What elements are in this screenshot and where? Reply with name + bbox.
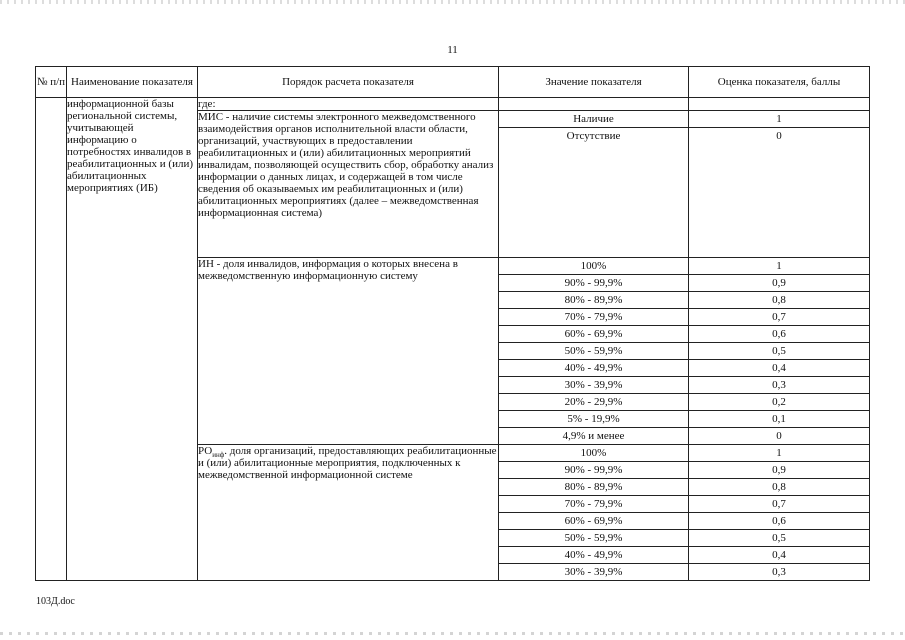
- value-cell: 80% - 89,9%: [499, 479, 689, 496]
- score-cell: 0,9: [689, 462, 870, 479]
- value-cell: Наличие: [499, 111, 689, 128]
- score-cell: 0,3: [689, 564, 870, 581]
- value-cell: 4,9% и менее: [499, 428, 689, 445]
- score-cell: 0,6: [689, 326, 870, 343]
- where-score-empty: [689, 98, 870, 111]
- score-cell: 0,5: [689, 530, 870, 547]
- where-value-empty: [499, 98, 689, 111]
- value-cell: 20% - 29,9%: [499, 394, 689, 411]
- score-cell: 0,5: [689, 343, 870, 360]
- score-cell: 0,3: [689, 377, 870, 394]
- header-value: Значение показателя: [499, 67, 689, 98]
- mis-description: МИС - наличие системы электронного межведомственного взаимодействия органов исполнительной власти области, организаций, участвующих в предоставлении реабилитационных и (или) абилитационных мероприятий инвалидам, позволяющей осуществить сбор, обработку анализ информации о данных лицах, и содержащей в том числе сведения об оказываемых им реабилитационных и (или) абилитационных мероприятиях (далее – межведомственная информационная система): [198, 111, 499, 258]
- score-cell: 1: [689, 445, 870, 462]
- value-cell: 80% - 89,9%: [499, 292, 689, 309]
- score-cell: 0,6: [689, 513, 870, 530]
- scan-artifact-top: [0, 0, 905, 4]
- score-cell: 0,2: [689, 394, 870, 411]
- value-cell: 30% - 39,9%: [499, 377, 689, 394]
- indicator-name: информационной базы региональной системы, учитывающей информацию о потребностях инвалидов в реабилитационных и (или) абилитационных мероприятиях (ИБ): [67, 98, 198, 581]
- value-cell: 100%: [499, 445, 689, 462]
- score-cell: 0,1: [689, 411, 870, 428]
- header-calc: Порядок расчета показателя: [198, 67, 499, 98]
- value-cell: 70% - 79,9%: [499, 496, 689, 513]
- value-cell: 60% - 69,9%: [499, 513, 689, 530]
- header-score: Оценка показателя, баллы: [689, 67, 870, 98]
- score-cell: 0,8: [689, 479, 870, 496]
- score-cell: 1: [689, 258, 870, 275]
- in-description: ИН - доля инвалидов, информация о которых внесена в межведомственную информационную систему: [198, 258, 499, 445]
- score-cell: 0,7: [689, 496, 870, 513]
- document-filename: 103Д.doc: [36, 596, 75, 607]
- where-row: [36, 98, 870, 111]
- score-cell: 0,9: [689, 275, 870, 292]
- scan-artifact-bottom: [0, 632, 905, 635]
- value-cell: 30% - 39,9%: [499, 564, 689, 581]
- table-header-row: [36, 67, 870, 98]
- header-num: № п/п: [36, 67, 67, 98]
- value-cell: 50% - 59,9%: [499, 343, 689, 360]
- score-cell: 0: [689, 428, 870, 445]
- score-cell: 0,7: [689, 309, 870, 326]
- value-cell: 90% - 99,9%: [499, 462, 689, 479]
- ro-description: [198, 445, 499, 581]
- score-cell: 0,8: [689, 292, 870, 309]
- value-cell: Отсутствие: [499, 128, 689, 258]
- score-cell: 1: [689, 111, 870, 128]
- value-cell: 70% - 79,9%: [499, 309, 689, 326]
- num-cell: [36, 98, 67, 581]
- ro-symbol: РО: [198, 445, 213, 457]
- score-cell: 0,4: [689, 547, 870, 564]
- value-cell: 40% - 49,9%: [499, 547, 689, 564]
- ro-text: . доля организаций, предоставляющих реабилитационные и (или) абилитационные мероприятия, подключенных к межведомственной информационной системе: [198, 445, 497, 481]
- value-cell: 90% - 99,9%: [499, 275, 689, 292]
- indicator-table: [35, 66, 870, 581]
- value-cell: 100%: [499, 258, 689, 275]
- score-cell: 0,4: [689, 360, 870, 377]
- page-number: 11: [447, 44, 458, 56]
- where-label: где:: [198, 98, 499, 111]
- value-cell: 5% - 19,9%: [499, 411, 689, 428]
- header-name: Наименование показателя: [67, 67, 198, 98]
- value-cell: 60% - 69,9%: [499, 326, 689, 343]
- score-cell: 0: [689, 128, 870, 258]
- value-cell: 50% - 59,9%: [499, 530, 689, 547]
- value-cell: 40% - 49,9%: [499, 360, 689, 377]
- ro-subscript: инф: [212, 451, 225, 460]
